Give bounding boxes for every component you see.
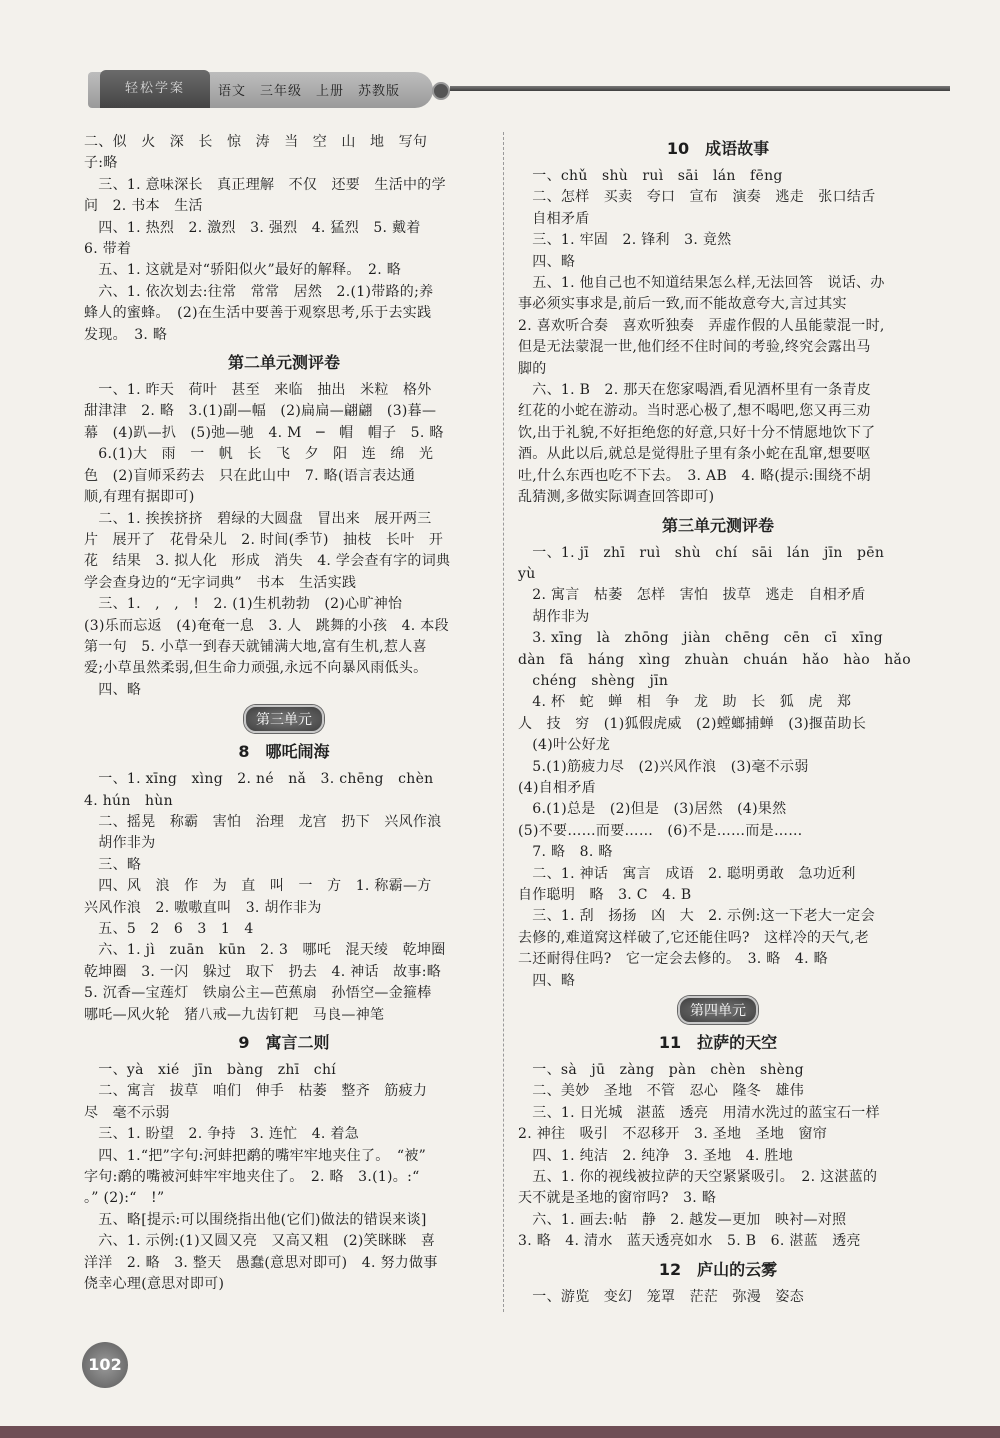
header-rule (450, 86, 950, 91)
answer-line: chéng shèng jīn (518, 672, 669, 689)
answer-line: 三、略 (84, 856, 142, 873)
answer-line: 六、1. 示例:(1)又圆又亮 又高又粗 (2)笑眯眯 喜 (84, 1233, 436, 1250)
header-dot (432, 82, 450, 100)
answer-line: 甜津津 2. 略 3.(1)副—幅 (2)扁扁—翩翩 (3)暮— (84, 403, 437, 420)
answer-line: 天不就是圣地的窗帘吗? 3. 略 (518, 1190, 717, 1207)
answer-line: 饮,出于礼貌,不好拒绝您的好意,只好十分不情愿地饮下了 (518, 424, 876, 441)
answer-line: 三、1. 意味深长 真正理解 不仅 还要 生活中的学 (84, 176, 446, 193)
answer-line: 哪吒—风火轮 猪八戒—九齿钉耙 马良—神笔 (84, 1006, 385, 1023)
answer-line: 顺,有理有据即可) (84, 489, 195, 506)
answer-line: 四、1. 热烈 2. 激烈 3. 强烈 4. 猛烈 5. 戴着 (84, 219, 421, 236)
answer-line: 去修的,难道窝这样破了,它还能住吗? 这样冷的天气,老 (518, 929, 869, 946)
answer-line: 六、1. B 2. 那天在您家喝酒,看见酒杯里有一条青皮 (518, 382, 872, 399)
answer-line: 二、1. 神话 寓言 成语 2. 聪明勇敢 急功近利 (518, 865, 856, 882)
answer-line: 3. xīng là zhōng jiàn chēng cēn cī xīng (518, 630, 883, 647)
answer-line: 一、1. xīng xìng 2. né nǎ 3. chēng chèn (84, 771, 434, 788)
answer-line: 酒。从此以后,就总是觉得肚子里有条小蛇在乱窜,想要呕 (518, 446, 871, 463)
answer-line: 乱猜测,多做实际调查回答即可) (518, 489, 715, 506)
answer-line: 五、5 2 6 3 1 4 (84, 921, 254, 937)
answer-line: 一、1. 昨天 荷叶 甚至 来临 抽出 米粒 格外 (84, 382, 432, 399)
answer-line: 二、寓言 拔草 咱们 伸手 枯萎 整齐 筋疲力 (84, 1083, 428, 1100)
answer-line: 5. 沉香—宝莲灯 铁扇公主—芭蕉扇 孙悟空—金箍棒 (84, 985, 432, 1002)
answer-line: 五、1. 他自己也不知道结果怎么样,无法回答 说话、办 (518, 275, 885, 292)
answer-line: (5)不要……而要…… (6)不是……而是…… (518, 822, 803, 839)
answer-line: 学会查身边的“无字词典” 书本 生活实践 (84, 574, 357, 591)
left-column (84, 132, 484, 1296)
answer-line: 2. 寓言 枯萎 怎样 害怕 拔草 逃走 自相矛盾 (518, 587, 866, 604)
answer-line: 二、怎样 买卖 夸口 宣布 演奏 逃走 张口结舌 (518, 189, 876, 206)
answer-line: 一、1. jī zhī ruì shù chí sāi lán jīn pēn (518, 544, 885, 561)
unit-badge-wrap (518, 992, 918, 1026)
answer-line: 脚的 (518, 360, 547, 377)
answer-line: (3)乐而忘返 (4)奄奄一息 3. 人 跳舞的小孩 4. 本段 (84, 617, 449, 634)
bottom-bar (0, 1426, 1000, 1438)
answer-line: 二、似 火 深 长 惊 涛 当 空 山 地 写句 (84, 134, 428, 150)
answer-line: 字句:鹬的嘴被河蚌牢牢地夹住了。 2. 略 3.(1)。:“ (84, 1169, 420, 1186)
section-title: 10 成语故事 (666, 139, 770, 158)
answer-line: 3. 略 4. 清水 蓝天透亮如水 5. B 6. 湛蓝 透亮 (518, 1233, 861, 1250)
answer-line: 四、略 (84, 681, 142, 698)
section-title: 9 寓言二则 (238, 1033, 330, 1053)
answer-line: (4)自相矛盾 (518, 779, 596, 796)
answer-line: 三、1. 盼望 2. 争持 3. 连忙 4. 着急 (84, 1126, 360, 1143)
answer-line: 四、风 浪 作 为 直 叫 一 方 1. 称霸—方 (84, 878, 432, 895)
answer-line: 2. 神往 吸引 不忍移开 3. 圣地 圣地 窗帘 (518, 1126, 828, 1143)
answer-line: 胡作非为 (518, 608, 590, 625)
section-title: 第二单元测评卷 (227, 353, 340, 373)
answer-line: 4. 杯 蛇 蝉 相 争 龙 助 长 狐 虎 郑 (518, 694, 852, 711)
answer-line: 六、1. 依次划去:往常 常常 居然 2.(1)带路的;养 (84, 283, 434, 300)
answer-line: 第一句 5. 小草一到春天就铺满大地,富有生机,惹人喜 (84, 638, 427, 655)
answer-line: 五、1. 这就是对“骄阳似火”最好的解释。 2. 略 (84, 262, 402, 279)
answer-line: 四、1. 纯洁 2. 纯净 3. 圣地 4. 胜地 (518, 1147, 794, 1164)
answer-line: 6. 带着 (84, 241, 132, 258)
answer-line: 6.(1)大 雨 一 帆 长 飞 夕 阳 连 绵 光 (84, 446, 434, 463)
answer-line: 片 展开了 花骨朵儿 2. 时间(季节) 抽枝 长叶 开 (84, 531, 444, 548)
section-title: 11 拉萨的天空 (658, 1033, 778, 1053)
answer-line: 三、1. 日光城 湛蓝 透亮 用清水洗过的蓝宝石一样 (518, 1104, 880, 1121)
answer-line: 但是无法蒙混一世,他们经不住时间的考验,终究会露出马 (518, 339, 871, 356)
answer-line: 7. 略 8. 略 (518, 844, 613, 861)
answer-line: 兴风作浪 2. 嗷嗷直叫 3. 胡作非为 (84, 899, 322, 916)
answer-line: 吐,什么东西也吃不下去。 3. AB 4. 略(提示:围绕不胡 (518, 467, 871, 484)
section-title: 第三单元测评卷 (661, 515, 774, 535)
answer-line: 六、1. 画去:帖 静 2. 越发—更加 映衬—对照 (518, 1211, 847, 1228)
answer-line: 一、chǔ shù ruì sāi lán fēng (518, 168, 783, 184)
answer-line: 侥幸心理(意思对即可) (84, 1276, 225, 1293)
answer-line: 五、略[提示:可以围绕指出他(它们)做法的错误来谈] (84, 1211, 427, 1228)
subject-label: 语文 三年级 上册 苏教版 (218, 84, 401, 99)
answer-line: 问 2. 书本 生活 (84, 198, 203, 215)
unit-badge: 第四单元 (678, 996, 758, 1024)
answer-line: 尽 毫不示弱 (84, 1104, 170, 1121)
answer-line: 事必须实事求是,前后一致,而不能故意夸大,言过其实 (518, 296, 847, 313)
answer-line: 六、1. jì zuān kūn 2. 3 哪吒 混天绫 乾坤圈 (84, 942, 446, 959)
answer-line: 红花的小蛇在游动。当时恶心极了,想不喝吧,您又再三劝 (518, 403, 871, 420)
unit-badge-wrap (84, 701, 484, 735)
series-tab: 轻松学案 (100, 70, 210, 108)
answer-line: 一、yà xié jīn bàng zhī chí (84, 1062, 337, 1079)
answer-line: 人 技 穷 (1)狐假虎威 (2)螳螂捕蝉 (3)揠苗助长 (518, 715, 867, 732)
answer-line: 发现。 3. 略 (84, 326, 168, 343)
answer-line: 色 (2)盲师采药去 只在此山中 7. 略(语言表达通 (84, 467, 416, 484)
answer-line: yù (518, 565, 536, 582)
answer-line: 胡作非为 (84, 835, 156, 852)
answer-line: 2. 喜欢听合奏 喜欢听独奏 弄虚作假的人虽能蒙混一时, (518, 317, 885, 334)
unit-badge: 第三单元 (244, 705, 324, 733)
section-title: 12 庐山的云雾 (658, 1259, 778, 1279)
answer-line: 二还耐得住吗? 它一定会去修的。 3. 略 4. 略 (518, 951, 828, 968)
answer-line: 。” (2):“ !” (84, 1190, 165, 1207)
answer-line: 二、摇晃 称霸 害怕 治理 龙宫 扔下 兴风作浪 (84, 813, 442, 830)
right-column (518, 132, 918, 1308)
answer-line: 花 结果 3. 拟人化 形成 消失 4. 学会查有字的词典 (84, 553, 451, 570)
answer-line: 二、1. 挨挨挤挤 碧绿的大圆盘 冒出来 展开两三 (84, 510, 432, 527)
answer-line: 三、1. 牢固 2. 锋利 3. 竟然 (518, 232, 732, 249)
answer-line: 子:略 (84, 155, 118, 172)
answer-line: 5.(1)筋疲力尽 (2)兴风作浪 (3)毫不示弱 (518, 758, 809, 775)
section-title: 8 哪吒闹海 (238, 742, 330, 762)
answer-line: 自作聪明 略 3. C 4. B (518, 887, 692, 903)
answer-line: 一、游览 变幻 笼罩 茫茫 弥漫 姿态 (518, 1288, 804, 1305)
column-divider (503, 132, 505, 1312)
answer-line: dàn fā háng xìng zhuàn chuán hǎo hào hǎo (518, 651, 911, 668)
answer-line: 4. hún hùn (84, 792, 173, 809)
answer-line: 三、1. , , ! 2. (1)生机勃勃 (2)心旷神怡 (84, 596, 403, 613)
answer-line: 乾坤圈 3. 一闪 躲过 取下 扔去 4. 神话 故事:略 (84, 963, 442, 980)
answer-line: 四、1.“把”字句:河蚌把鹬的嘴牢牢地夹住了。 “被” (84, 1147, 427, 1164)
answer-line: 洋洋 2. 略 3. 整天 愚蠢(意思对即可) 4. 努力做事 (84, 1254, 438, 1271)
answer-line: 五、1. 你的视线被拉萨的天空紧紧吸引。 2. 这湛蓝的 (518, 1169, 878, 1186)
answer-line: 蜂人的蜜蜂。 (2)在生活中要善于观察思考,乐于去实践 (84, 305, 432, 322)
answer-line: 自相矛盾 (518, 210, 590, 227)
answer-line: 四、略 (518, 253, 576, 270)
answer-line: 幕 (4)趴—扒 (5)弛—驰 4. M ─ 帽 帽子 5. 略 (84, 424, 444, 441)
answer-line: 6.(1)总是 (2)但是 (3)居然 (4)果然 (518, 801, 787, 818)
answer-line: 三、1. 刮 扬扬 凶 大 2. 示例:这一下老大一定会 (518, 908, 876, 925)
answer-line: 爱;小草虽然柔弱,但生命力顽强,永远不向暴风雨低头。 (84, 660, 428, 677)
page-number: 102 (82, 1342, 128, 1388)
answer-line: 一、sà jū zàng pàn chèn shèng (518, 1062, 804, 1079)
answer-line: 二、美妙 圣地 不管 忍心 隆冬 雄伟 (518, 1083, 804, 1100)
answer-line: 四、略 (518, 972, 576, 989)
answer-line: (4)叶公好龙 (518, 737, 611, 754)
